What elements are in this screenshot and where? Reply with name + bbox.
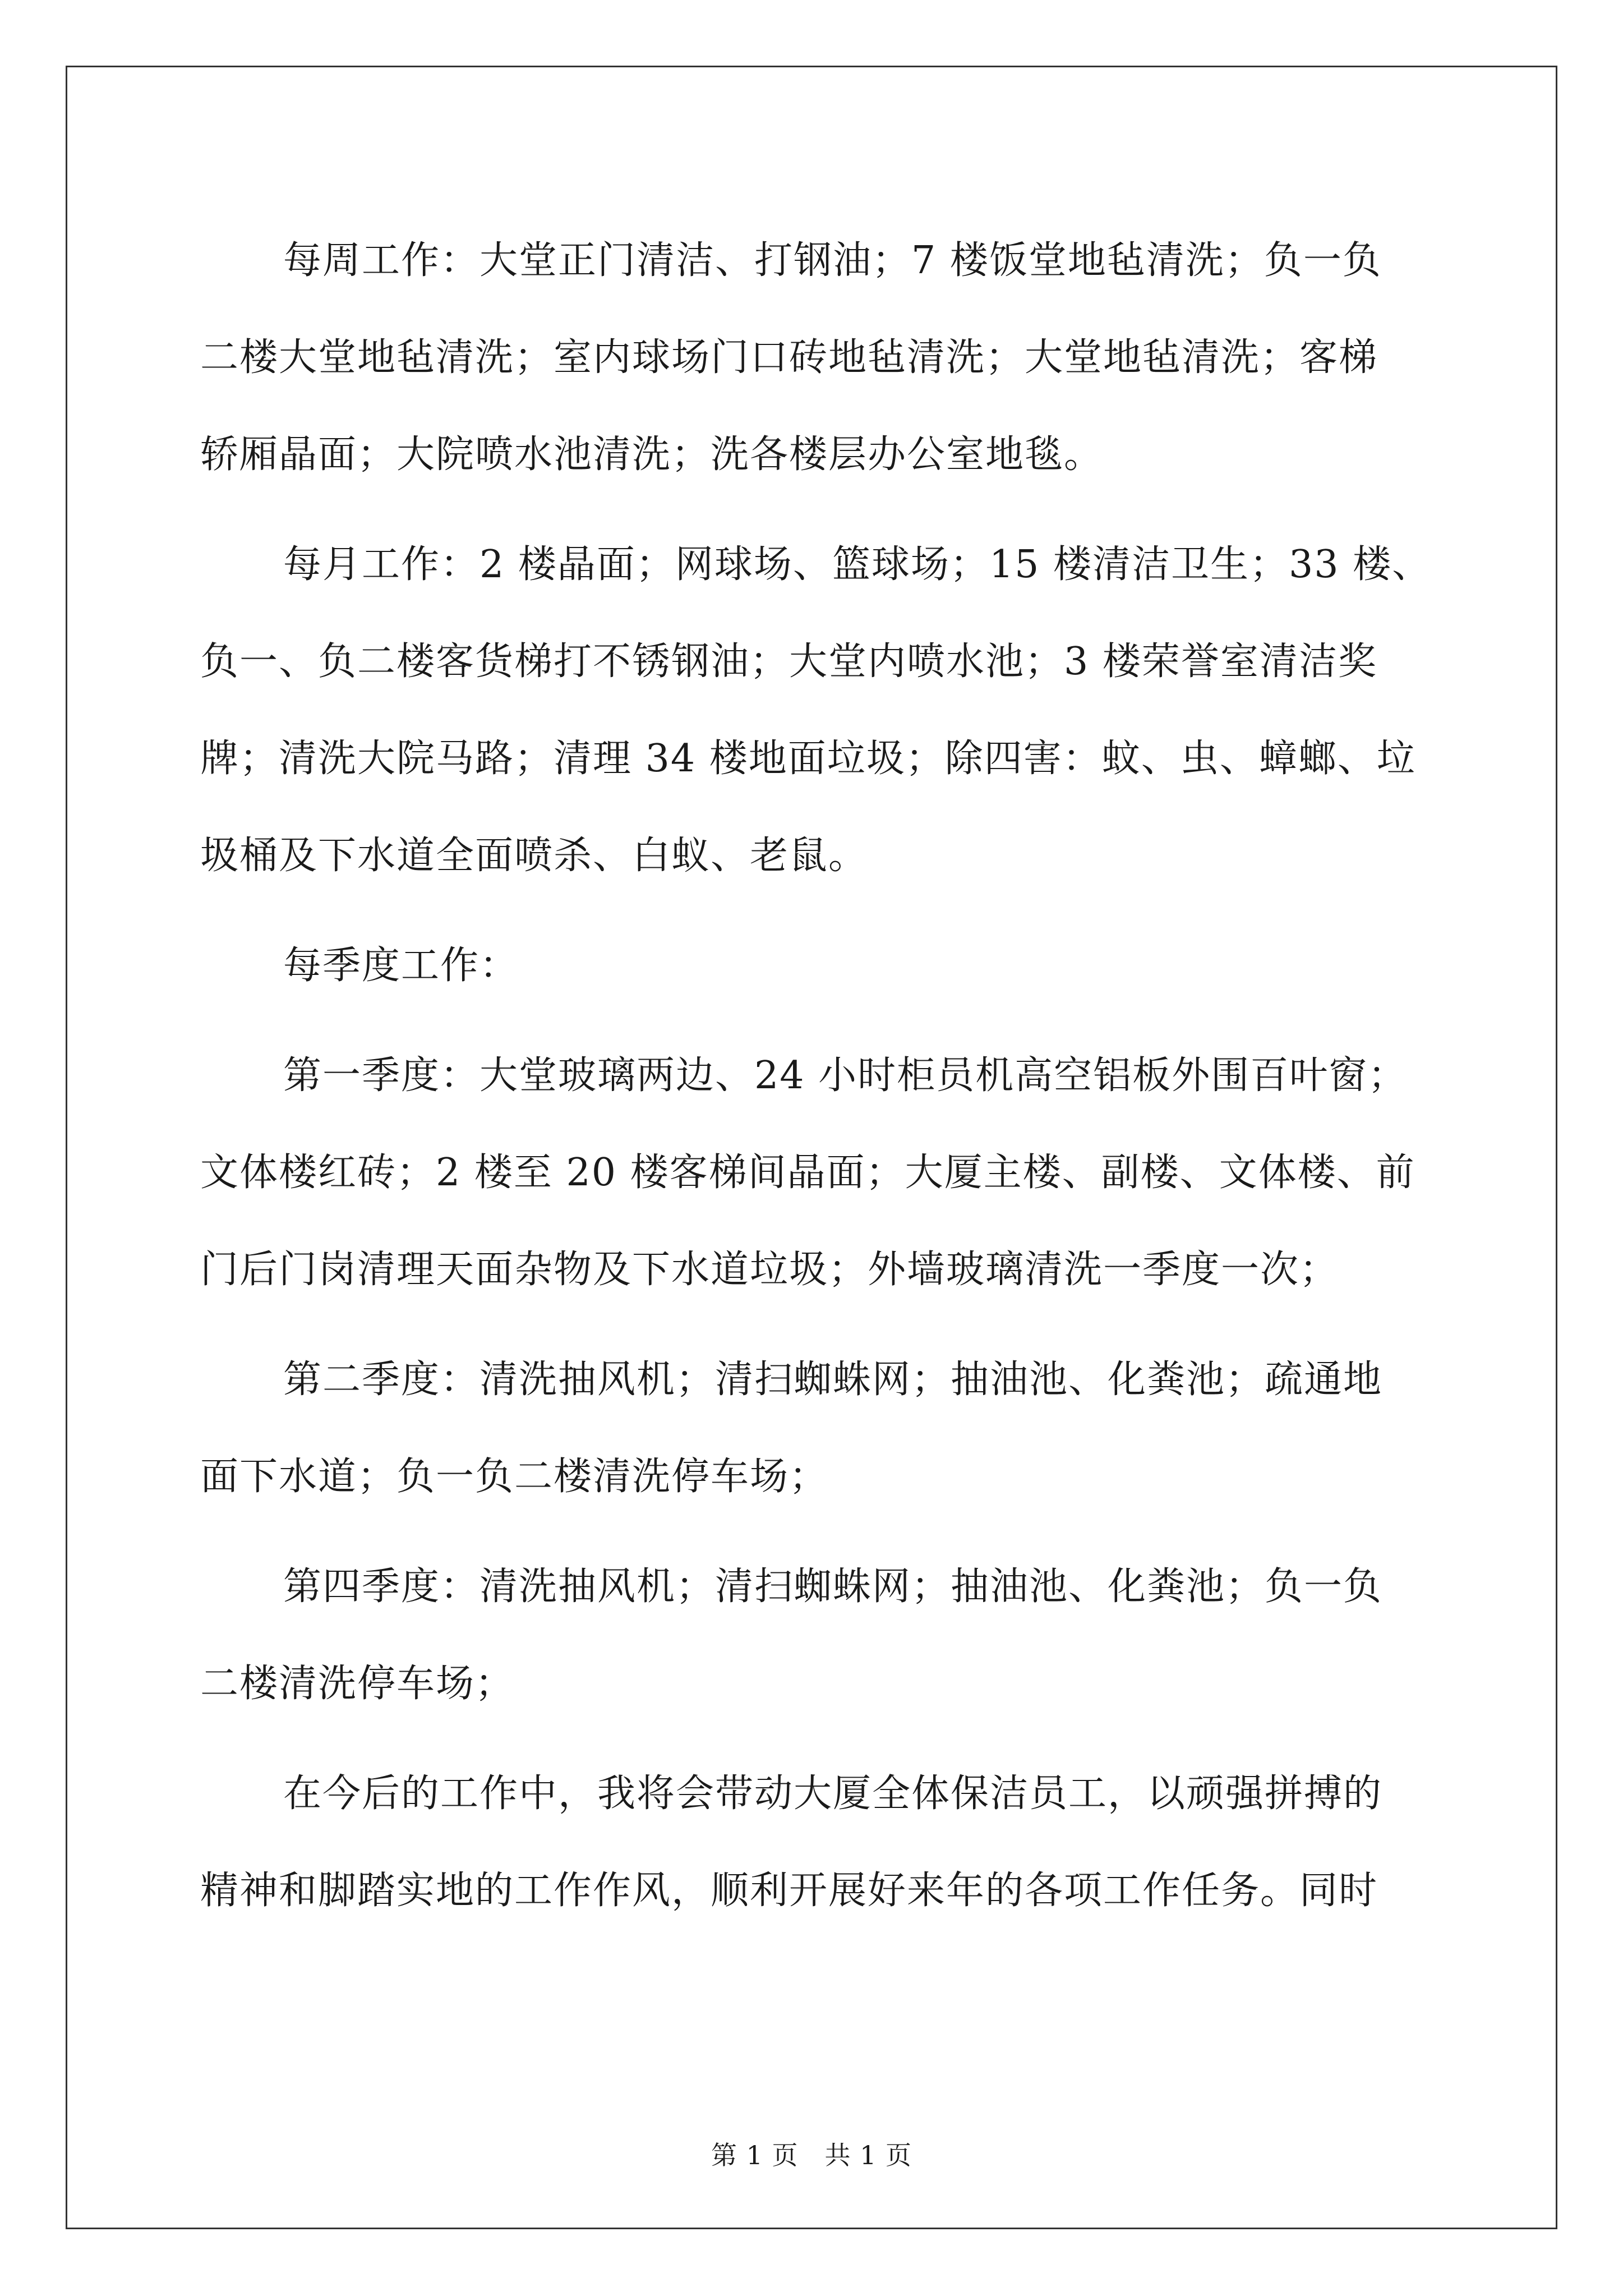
text-line: 每周工作：大堂正门清洁、打钢油；7 楼饭堂地毡清洗；负一负 bbox=[283, 238, 1382, 283]
page-footer: 第 1 页 共 1 页 bbox=[711, 2140, 912, 2170]
text-line: 每季度工作： bbox=[283, 944, 519, 988]
text-line: 第二季度：清洗抽风机；清扫蜘蛛网；抽油池、化粪池；疏通地 bbox=[283, 1358, 1383, 1402]
document-body bbox=[200, 212, 1432, 1952]
text-line: 负一、负二楼客货梯打不锈钢油；大堂内喷水池；3 楼荣誉室清洁奖 bbox=[200, 639, 1377, 684]
text-line: 二楼大堂地毡清洗；室内球场门口砖地毡清洗；大堂地毡清洗；客梯 bbox=[200, 335, 1378, 380]
paragraph-quarterly-heading bbox=[200, 917, 1428, 1014]
text-line: 门后门岗清理天面杂物及下水道垃圾；外墙玻璃清洗一季度一次； bbox=[200, 1248, 1339, 1292]
text-line: 二楼清洗停车场； bbox=[200, 1662, 515, 1706]
text-line: 第四季度：清洗抽风机；清扫蜘蛛网；抽油池、化粪池；负一负 bbox=[283, 1565, 1383, 1609]
paragraph-q1 bbox=[200, 1027, 1428, 1318]
paragraph-weekly bbox=[200, 212, 1428, 503]
text-line: 文体楼红砖；2 楼至 20 楼客梯间晶面；大厦主楼、副楼、文体楼、前 bbox=[200, 1151, 1415, 1195]
text-line: 第一季度：大堂玻璃两边、24 小时柜员机高空铝板外围百叶窗； bbox=[283, 1053, 1408, 1098]
paragraph-q2 bbox=[200, 1331, 1428, 1525]
text-line: 每月工作：2 楼晶面；网球场、篮球场；15 楼清洁卫生；33 楼、 bbox=[283, 542, 1432, 587]
paragraph-monthly bbox=[200, 516, 1432, 904]
text-line: 牌；清洗大院马路；清理 34 楼地面垃圾；除四害：蚊、虫、蟑螂、垃 bbox=[200, 737, 1416, 781]
text-line: 圾桶及下水道全面喷杀、白蚁、老鼠。 bbox=[200, 834, 868, 878]
text-line: 面下水道；负一负二楼清洗停车场； bbox=[200, 1455, 829, 1499]
paragraph-q4 bbox=[200, 1538, 1428, 1732]
text-line: 轿厢晶面；大院喷水池清洗；洗各楼层办公室地毯。 bbox=[200, 432, 1104, 477]
text-line: 精神和脚踏实地的工作作风，顺利开展好来年的各项工作任务。同时 bbox=[200, 1869, 1378, 1913]
text-line: 在今后的工作中，我将会带动大厦全体保洁员工，以顽强拼搏的 bbox=[283, 1772, 1383, 1816]
paragraph-closing bbox=[200, 1745, 1428, 1939]
